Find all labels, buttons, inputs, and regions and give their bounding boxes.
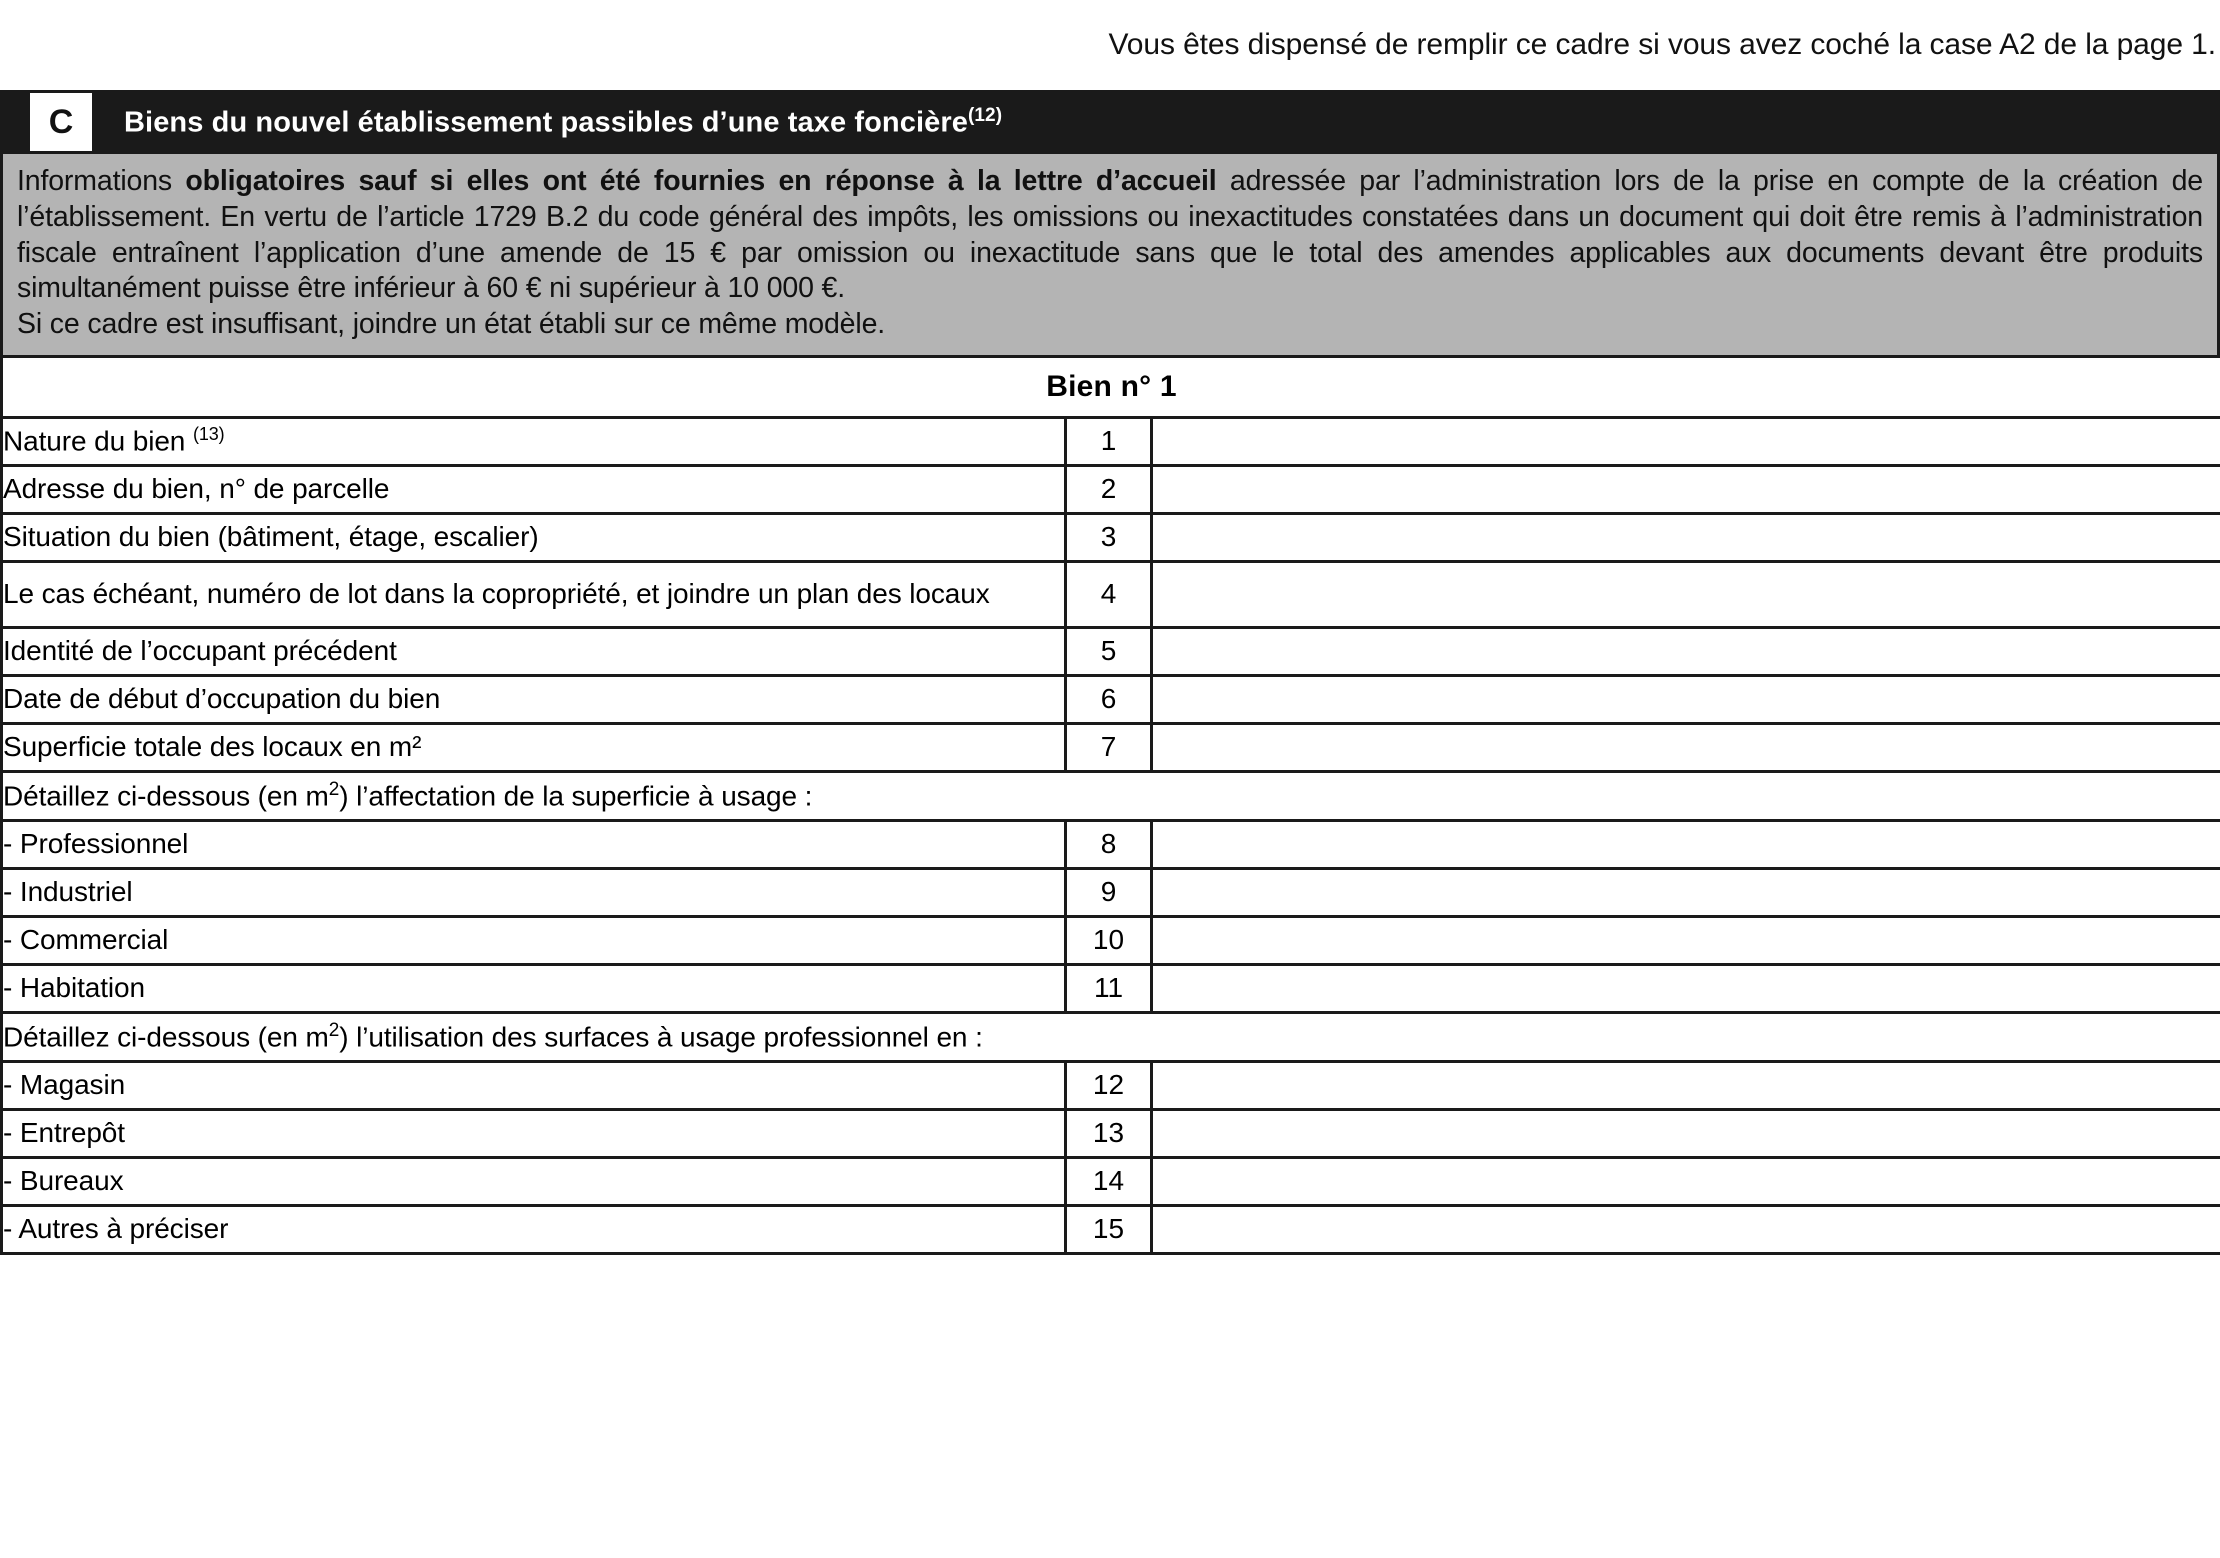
row-entry-field[interactable] (1152, 1109, 2220, 1157)
row-label: Le cas échéant, numéro de lot dans la copropriété, et joindre un plan des locaux (2, 561, 1066, 627)
instruction-text (2, 1012, 2220, 1061)
row-entry-field[interactable] (1152, 868, 2220, 916)
info-block (0, 154, 2220, 355)
row-number: 15 (1066, 1205, 1152, 1253)
top-notice (0, 0, 2220, 90)
table-row (2, 627, 2220, 675)
row-label: - Industriel (2, 868, 1066, 916)
row-label: Superficie totale des locaux en m² (2, 723, 1066, 771)
row-label: - Autres à préciser (2, 1205, 1066, 1253)
instruction-pre: Détaillez ci-dessous (en m (3, 780, 329, 812)
row-label: - Habitation (2, 964, 1066, 1012)
row-label: Identité de l’occupant précédent (2, 627, 1066, 675)
table-row (2, 868, 2220, 916)
row-number: 7 (1066, 723, 1152, 771)
row-entry-field[interactable] (1152, 916, 2220, 964)
row-label: - Professionnel (2, 820, 1066, 868)
table-row (2, 1061, 2220, 1109)
row-number: 9 (1066, 868, 1152, 916)
row-entry-field[interactable] (1152, 1157, 2220, 1205)
row-number: 6 (1066, 675, 1152, 723)
row-entry-field[interactable] (1152, 627, 2220, 675)
table-row (2, 1157, 2220, 1205)
table-title-cell: Bien n° 1 (2, 356, 2220, 417)
row-number: 10 (1066, 916, 1152, 964)
row-entry-field[interactable] (1152, 964, 2220, 1012)
instruction-superscript: 2 (328, 779, 340, 801)
row-number: 12 (1066, 1061, 1152, 1109)
row-number: 5 (1066, 627, 1152, 675)
bien-table (0, 355, 2220, 1255)
instruction-superscript: 2 (328, 1020, 340, 1042)
table-row (2, 465, 2220, 513)
table-row (2, 723, 2220, 771)
table-title-row (2, 356, 2220, 417)
row-number: 3 (1066, 513, 1152, 561)
row-number: 8 (1066, 820, 1152, 868)
row-entry-field[interactable] (1152, 1205, 2220, 1253)
table-row (2, 1205, 2220, 1253)
row-entry-field[interactable] (1152, 675, 2220, 723)
row-entry-field[interactable] (1152, 465, 2220, 513)
row-number: 13 (1066, 1109, 1152, 1157)
row-label: Date de début d’occupation du bien (2, 675, 1066, 723)
instruction-text (2, 771, 2220, 820)
row-number: 11 (1066, 964, 1152, 1012)
instruction-row-affectation (2, 771, 2220, 820)
info-bold: obligatoires sauf si elles ont été fournies en réponse à la lettre d’accueil (185, 165, 1217, 197)
row-number: 4 (1066, 561, 1152, 627)
info-lastline: Si ce cadre est insuffisant, joindre un état établi sur ce même modèle. (17, 308, 886, 341)
section-header-c (0, 90, 2220, 154)
row-entry-field[interactable] (1152, 417, 2220, 465)
row-number: 1 (1066, 417, 1152, 465)
row-entry-field[interactable] (1152, 723, 2220, 771)
table-row (2, 916, 2220, 964)
row-entry-field[interactable] (1152, 1061, 2220, 1109)
row-entry-field[interactable] (1152, 561, 2220, 627)
table-row (2, 417, 2220, 465)
table-row (2, 675, 2220, 723)
top-notice-text: Vous êtes dispensé de remplir ce cadre si vous avez coché la case A2 de la page 1. (1108, 28, 2216, 61)
section-title-footnote: (12) (967, 104, 1003, 126)
row-label-text: Nature du bien (3, 425, 193, 457)
row-entry-field[interactable] (1152, 820, 2220, 868)
row-number: 2 (1066, 465, 1152, 513)
row-label: - Commercial (2, 916, 1066, 964)
instruction-post: ) l’affectation de la superficie à usage : (339, 780, 813, 812)
row-label: - Magasin (2, 1061, 1066, 1109)
row-label: - Bureaux (2, 1157, 1066, 1205)
row-label: - Entrepôt (2, 1109, 1066, 1157)
instruction-row-utilisation (2, 1012, 2220, 1061)
instruction-post: ) l’utilisation des surfaces à usage professionnel en : (339, 1021, 983, 1053)
info-part1: Informations (17, 165, 186, 197)
table-row (2, 964, 2220, 1012)
row-label-footnote: (13) (192, 424, 225, 445)
table-row (2, 561, 2220, 627)
row-label: Situation du bien (bâtiment, étage, escalier) (2, 513, 1066, 561)
bien-table-body (2, 356, 2220, 1253)
section-letter-badge: C (30, 93, 92, 151)
table-row (2, 1109, 2220, 1157)
info-paragraph (17, 164, 2203, 343)
table-row (2, 820, 2220, 868)
row-label: Adresse du bien, n° de parcelle (2, 465, 1066, 513)
row-entry-field[interactable] (1152, 513, 2220, 561)
row-label (2, 417, 1066, 465)
instruction-pre: Détaillez ci-dessous (en m (3, 1021, 329, 1053)
table-row (2, 513, 2220, 561)
section-title (124, 105, 1002, 140)
section-title-text: Biens du nouvel établissement passibles d’une taxe foncière (124, 106, 968, 139)
row-number: 14 (1066, 1157, 1152, 1205)
info-part2: adressée par l’administration lors de la prise en compte de la création de l’établissement. En vertu de l’article 1729 B.2 du code général des impôts, les omissions ou inexactitudes constatées dans un document qui doit être remis à l’administration fiscale entraînent l’application d’une amende de 15 € par omission ou inexactitude sans que le total des amendes applicables aux documents devant être produits simultanément puisse être inférieur à 60 € ni supérieur à 10 000 €. (17, 165, 2203, 305)
